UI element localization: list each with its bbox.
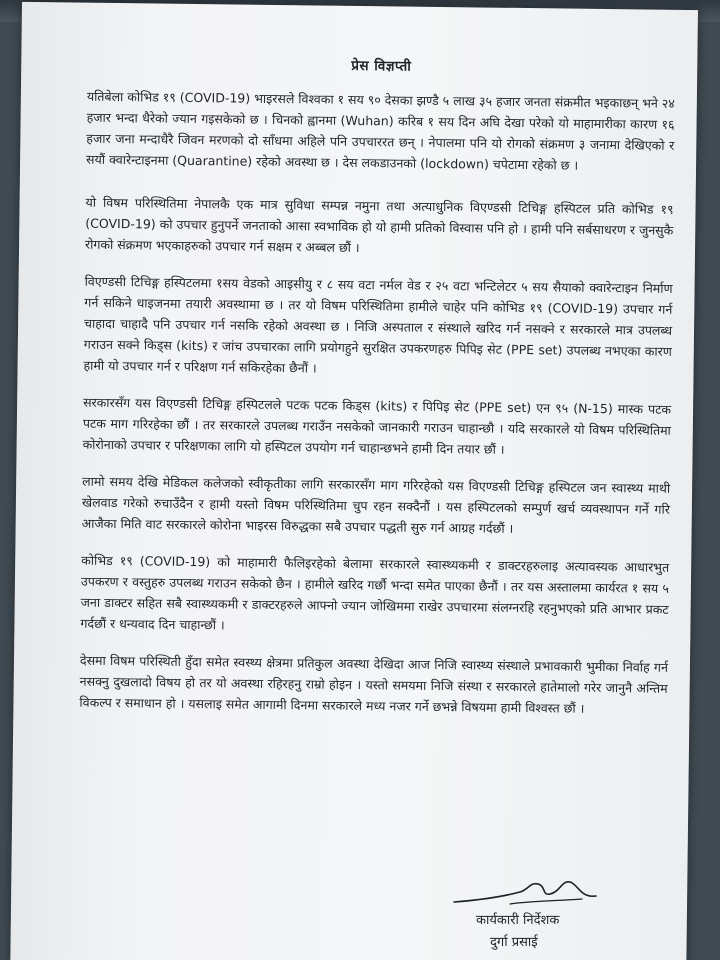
paragraph-1: यतिबेला कोभिड १९ (COVID-19) भाइरसले विश्वका १ सय ९० देसका झण्डै ५ लाख ३५ हजार जनता संक्रमीत भइकाछन् भने २४ हजार भन्दा धैरेको ज्यान गइसकेको छ । चिनको ह्वानमा (Wuhan) करिब १ सय दिन अघि देखा परेको यो माहामारीका कारण १६ हजार जना मन्दाधैरै जिवन मरणको दो साँधमा अहिले पनि उपचाररत छन् । नेपालमा पनि यो रोगको संक्रमण ३ जनामा देखिएको र सयौं क्वारेन्टाइनमा (Quarantine) रहेको अवस्था छ । देस लकडाउनको (lockdown) चपेटामा रहेको छ । xyxy=(86,88,675,173)
handwritten-signature xyxy=(450,874,600,914)
paragraph-6: कोभिड १९ (COVID-19) को माहामारी फैलिइरहेको बेलामा सरकारले स्वास्थ्यकमी र डाक्टरहरुलाइ अत्यावस्यक आधारभुत उपकरण र वस्तुहरु उपलब्ध गराउन सकेको छैन । हामीले खरिद गर्छौ भन्दा समेत पाएका छैनौं । तर यस अस्तालमा कार्यरत १ सय ५ जना डाक्टर सहित सबै स्वास्थ्यकमी र डाक्टरहरुले आफ्नो ज्यान जोखिममा राखेर उपचारमा संलग्नरहि रहनुभएको प्रति आभार प्रकट गर्दछौं र धन्यवाद दिन चाहान्छौं । xyxy=(80,552,670,633)
press-release-body xyxy=(79,53,675,736)
paragraph-7: देसमा विषम परिस्थिती हुँदा समेत स्वस्थ्य क्षेत्रमा प्रतिकुल अवस्था देखिदा आज निजि स्वास्थ्य संस्थाले प्रभावकारी भुमीका निर्वाह गर्न नसक्नु दुखलादो विषय हो तर यो अवस्था रहिरहनु राम्रो होइन । यस्तो समयमा निजि संस्था र सरकारले हातेमालो गरेर जानुनै अन्तिम विकल्प र समाधान हो । यसलाइ समेत आगामी दिनमा सरकारले मध्य नजर गर्ने छभन्ने विषयमा हामी विश्वस्त छौं । xyxy=(79,652,669,716)
signatory-title: कार्यकारी निर्देशक xyxy=(476,913,560,928)
paragraph-3: विएण्डसी टिचिङ्ग हस्पिटलमा १सय वेडको आइसीयु र ८ सय वटा नर्मल वेड र २५ वटा भन्टिलेटर ५ सय सैयाको क्वारेन्टाइन निर्माण गर्न सकिने धाइजनमा तयारी अवस्थामा छ । तर यो विषम परिस्थितिमा हामीले चाहेर पनि कोभिड १९ (COVID-19) उपचार गर्न चाहादा चाहादै पनि उपचार गर्न नसकि रहेको अवस्था छ । निजि अस्पताल र संस्थाले खरिद गर्न नसक्ने र सरकारले मात्र उपलब्ध गराउन सक्ने किड्स (kits) र जांच उपचारका लागि प्रयोगहुने सुरक्षित उपकरणहरु पिपिइ सेट (PPE set) उपलब्ध नभएका कारण हामी यो उपचार गर्न र परिक्षण गर्न सकिरहेका छैनौं । xyxy=(83,273,673,376)
signature-block xyxy=(440,874,620,954)
paragraph-4: सरकारसँग यस विएण्डसी टिचिङ्ग हस्पिटलले पटक पटक किड्स (kits) र पिपिइ सेट (PPE set) एन ९५ (N-15) मास्क पटक पटक माग गरिरहेका छौं । तर सरकारले उपलब्ध गराउँन नसकेको जानकारी गराउन चाहान्छौ । यदि सरकारले यो विषम परिस्थितिमा कोरोनाको उपचार र परिक्षणका लागि यो हस्पिटल उपयोग गर्न चाहान्छभने हामी दिन तयार छौं । xyxy=(82,394,672,457)
paragraph-2: यो विषम परिस्थितिमा नेपालकै एक मात्र सुविधा सम्पन्न नमुना तथा अत्याधुनिक विएण्डसी टिचिङ्ग हस्पिटल प्रति कोभिड १९ (COVID-19) को उपचार हुनुपर्ने जनताको आसा स्वभाविक हो यो हामी प्रतिको विस्वास पनि हो । हामी पनि सर्बसाधरण र जुनसुकै रोगको संक्रमण भएकाहरुको उपचार गर्न सक्षम र अब्बल छौं । xyxy=(84,194,674,256)
paper-sheet xyxy=(10,2,698,960)
signatory-name: दुर्गा प्रसाई xyxy=(490,935,538,950)
document-title: प्रेस विज्ञप्ती xyxy=(351,57,412,75)
paragraph-5: लामो समय देखि मेडिकल कलेजको स्वीकृतीका लागि सरकारसँग माग गरिरहेको यस विएण्डसी टिचिङ्ग हस्पिटल जन स्वास्थ्य माथी खेलवाड गरेको रुचाउँदैन र हामी यस्तो विषम परिस्थितिमा चुप रहन सक्दैनौं । यस हस्पिटलको सम्पुर्ण खर्च व्यवस्थापन गर्ने गरि आजैका मिति वाट सरकारले कोरोना भाइरस विरुद्धका सबै उपचार पद्धती सुरु गर्न आग्रह गर्दछौं । xyxy=(81,473,671,536)
